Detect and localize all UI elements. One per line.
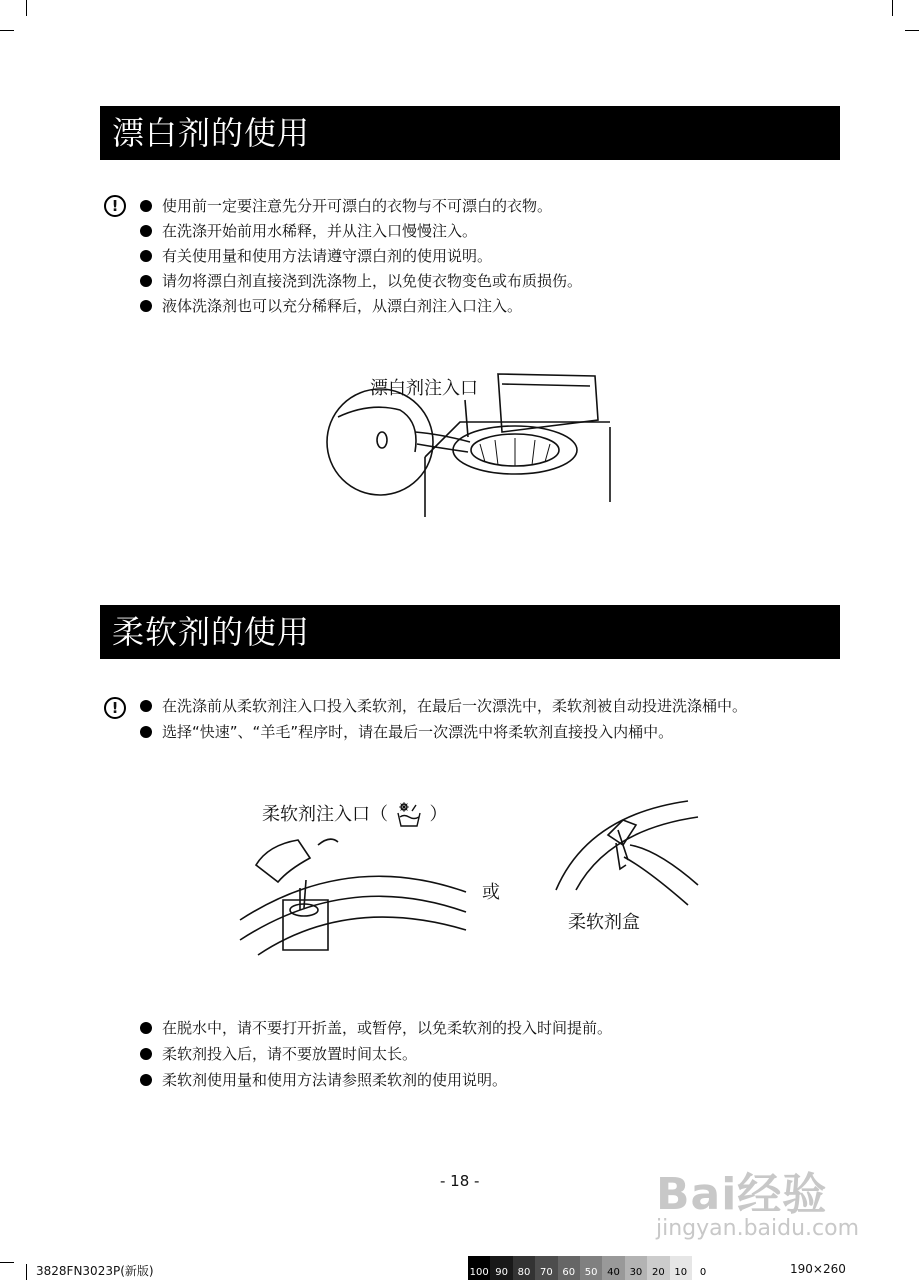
grayscale-step: 90 bbox=[490, 1256, 512, 1280]
grayscale-step: 100 bbox=[468, 1256, 490, 1280]
crop-mark bbox=[0, 30, 14, 31]
crop-mark bbox=[26, 1264, 27, 1280]
softener-box-label: 柔软剂盒 bbox=[568, 912, 640, 933]
bleach-note: 有关使用量和使用方法请遵守漂白剂的使用说明。 bbox=[140, 243, 492, 269]
crop-mark bbox=[905, 30, 919, 31]
grayscale-strip bbox=[468, 1256, 714, 1280]
softener-symbol-icon bbox=[394, 801, 424, 829]
bleach-inlet-label: 漂白剂注入口 bbox=[370, 378, 478, 399]
grayscale-step: 80 bbox=[513, 1256, 535, 1280]
baidu-jingyan-watermark bbox=[648, 1140, 918, 1250]
softener-note: 柔软剂使用量和使用方法请参照柔软剂的使用说明。 bbox=[140, 1067, 507, 1093]
grayscale-step: 50 bbox=[580, 1256, 602, 1280]
softener-note: 在脱水中，请不要打开折盖，或暂停，以免柔软剂的投入时间提前。 bbox=[140, 1015, 612, 1041]
bleach-section-title: 漂白剂的使用 bbox=[100, 106, 840, 160]
page-number: - 18 - bbox=[440, 1172, 480, 1190]
bleach-note: 使用前一定要注意先分开可漂白的衣物与不可漂白的衣物。 bbox=[140, 193, 552, 219]
grayscale-step: 70 bbox=[535, 1256, 557, 1280]
bleach-note: 请勿将漂白剂直接浇到洗涤物上，以免使衣物变色或布质损伤。 bbox=[140, 268, 582, 294]
grayscale-step: 40 bbox=[602, 1256, 624, 1280]
crop-mark bbox=[892, 0, 893, 16]
softener-note: 柔软剂投入后，请不要放置时间太长。 bbox=[140, 1041, 417, 1067]
exclamation-circle-icon: ! bbox=[104, 195, 126, 217]
grayscale-step: 20 bbox=[647, 1256, 669, 1280]
or-label: 或 bbox=[482, 882, 500, 903]
grayscale-step: 0 bbox=[692, 1256, 714, 1280]
watermark-brand: Bai经验 bbox=[656, 1169, 828, 1220]
doc-code: 3828FN3023P(新版) bbox=[36, 1264, 154, 1278]
bleach-note: 在洗涤开始前用水稀释，并从注入口慢慢注入。 bbox=[140, 218, 477, 244]
softener-inlet-illustration bbox=[238, 830, 468, 960]
crop-mark bbox=[26, 0, 27, 16]
softener-note: 选择“快速”、“羊毛”程序时，请在最后一次漂洗中将柔软剂直接投入内桶中。 bbox=[140, 719, 673, 745]
softener-section-title: 柔软剂的使用 bbox=[100, 605, 840, 659]
grayscale-step: 10 bbox=[670, 1256, 692, 1280]
watermark-url: jingyan.baidu.com bbox=[656, 1216, 860, 1241]
page-size: 190×260 bbox=[790, 1262, 846, 1276]
softener-inlet-label: 柔软剂注入口（ ） bbox=[262, 800, 447, 829]
crop-mark bbox=[0, 1262, 14, 1263]
exclamation-circle-icon: ! bbox=[104, 697, 126, 719]
bleach-note: 液体洗涤剂也可以充分稀释后，从漂白剂注入口注入。 bbox=[140, 293, 522, 319]
grayscale-step: 60 bbox=[558, 1256, 580, 1280]
softener-note: 在洗涤前从柔软剂注入口投入柔软剂，在最后一次漂洗中，柔软剂被自动投进洗涤桶中。 bbox=[140, 693, 747, 719]
grayscale-step: 30 bbox=[625, 1256, 647, 1280]
bleach-washer-illustration bbox=[320, 362, 620, 522]
softener-box-illustration bbox=[548, 795, 713, 910]
